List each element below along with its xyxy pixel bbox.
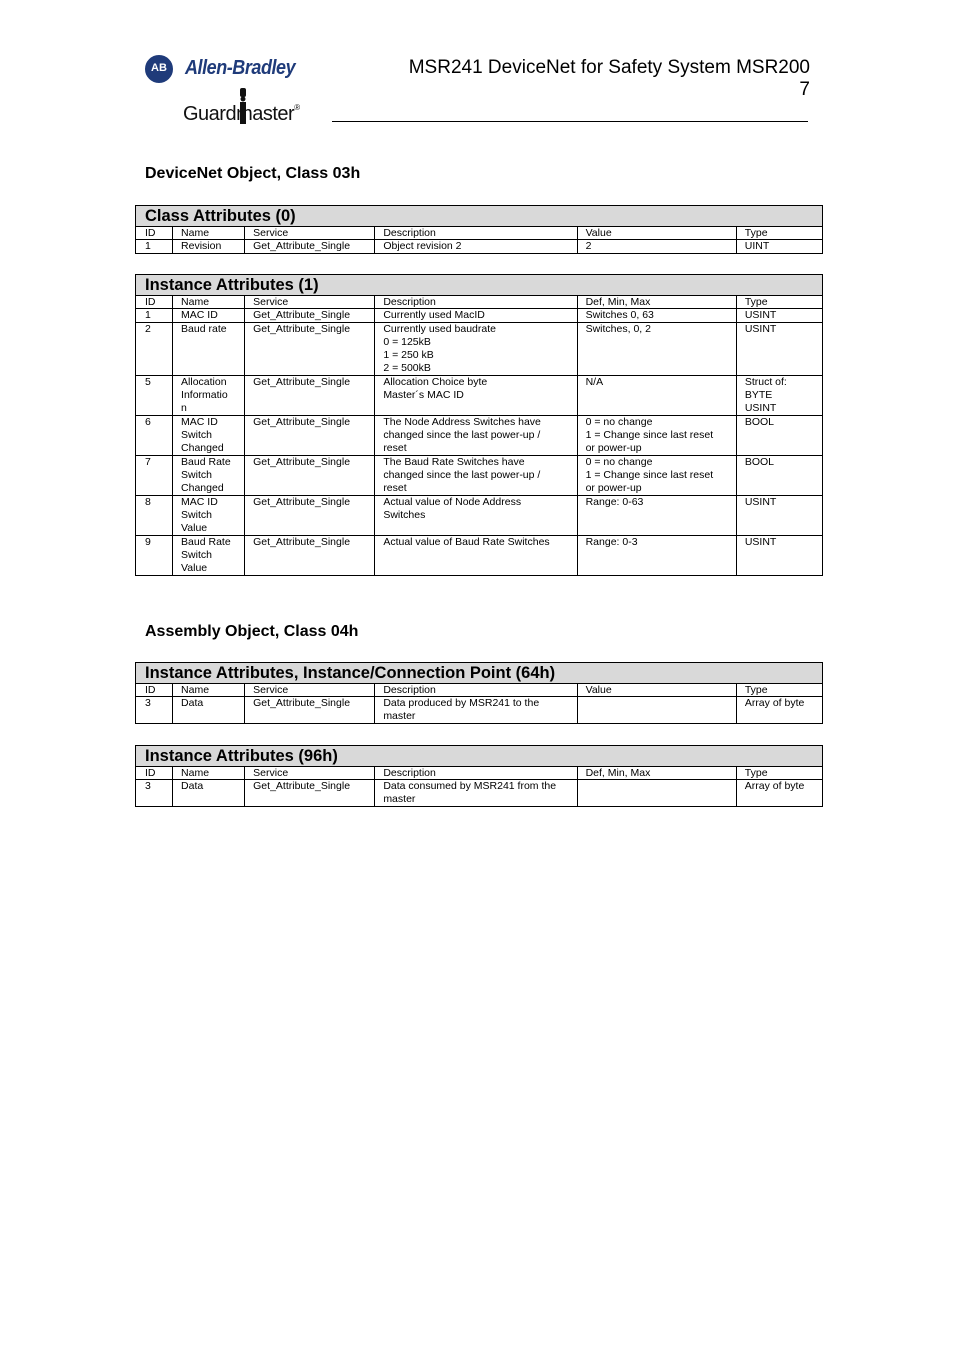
table-row — [136, 780, 823, 807]
column-header: Description — [375, 684, 577, 697]
column-header: ID — [136, 767, 173, 780]
table-cell: Get_Attribute_Single — [245, 240, 375, 254]
table-cell: 5 — [136, 376, 173, 416]
column-header: Type — [736, 296, 822, 309]
table-cell: 2 — [577, 240, 736, 254]
table-cell: Data produced by MSR241 to the master — [375, 697, 577, 724]
table-row — [136, 496, 823, 536]
table-header-row — [136, 684, 823, 697]
table-cell: Baud Rate Switch Changed — [173, 456, 245, 496]
column-header: ID — [136, 296, 173, 309]
table-cell: Currently used baudrate 0 = 125kB 1 = 250 kB 2 = 500kB — [375, 323, 577, 376]
sub-brand-name: Guardmaster® — [183, 103, 300, 125]
table-cell: 0 = no change 1 = Change since last reset or power-up — [577, 456, 736, 496]
table-cell: The Baud Rate Switches have changed since the last power-up / reset — [375, 456, 577, 496]
instance-connection-point-table — [135, 662, 823, 724]
column-header: Description — [375, 767, 577, 780]
column-header: Def, Min, Max — [577, 296, 736, 309]
instance-attributes-table — [135, 274, 823, 576]
table-header-row — [136, 767, 823, 780]
table-cell: The Node Address Switches have changed since the last power-up / reset — [375, 416, 577, 456]
table-caption: Instance Attributes, Instance/Connection Point (64h) — [136, 663, 823, 684]
table-cell: Array of byte — [736, 780, 822, 807]
column-header: Service — [245, 227, 375, 240]
table-cell: BOOL — [736, 456, 822, 496]
table-row — [136, 416, 823, 456]
brand-name: Allen-Bradley — [185, 57, 296, 79]
class-attributes-table — [135, 205, 823, 254]
table-cell: Get_Attribute_Single — [245, 697, 375, 724]
table-cell — [577, 780, 736, 807]
column-header: Type — [736, 227, 822, 240]
table-cell: Get_Attribute_Single — [245, 496, 375, 536]
table-cell: 1 — [136, 309, 173, 323]
table-cell: Switches, 0, 2 — [577, 323, 736, 376]
table-cell: Actual value of Baud Rate Switches — [375, 536, 577, 576]
table-cell: 9 — [136, 536, 173, 576]
column-header: Service — [245, 767, 375, 780]
table-cell: Get_Attribute_Single — [245, 456, 375, 496]
table-cell: Baud Rate Switch Value — [173, 536, 245, 576]
table-row — [136, 376, 823, 416]
table-cell: Array of byte — [736, 697, 822, 724]
table-row — [136, 309, 823, 323]
table-cell: Get_Attribute_Single — [245, 416, 375, 456]
table-cell: Allocation Informatio n — [173, 376, 245, 416]
column-header: Description — [375, 296, 577, 309]
table-cell: 1 — [136, 240, 173, 254]
table-cell: Currently used MacID — [375, 309, 577, 323]
table-cell: Get_Attribute_Single — [245, 780, 375, 807]
table-cell: Get_Attribute_Single — [245, 323, 375, 376]
table-cell: 3 — [136, 780, 173, 807]
table-cell: UINT — [736, 240, 822, 254]
section-title-assembly: Assembly Object, Class 04h — [145, 623, 359, 640]
table-cell: USINT — [736, 323, 822, 376]
table-row — [136, 323, 823, 376]
company-logo — [145, 55, 315, 130]
table-cell: 8 — [136, 496, 173, 536]
column-header: Name — [173, 296, 245, 309]
table-cell: Revision — [173, 240, 245, 254]
instance-attributes-96h-table — [135, 745, 823, 807]
table-cell: 2 — [136, 323, 173, 376]
column-header: ID — [136, 684, 173, 697]
table-row — [136, 240, 823, 254]
page-number: 7 — [799, 79, 810, 100]
table-cell: Range: 0-3 — [577, 536, 736, 576]
table-header-row — [136, 296, 823, 309]
table-cell: Allocation Choice byte Master´s MAC ID — [375, 376, 577, 416]
column-header: Name — [173, 227, 245, 240]
column-header: Type — [736, 684, 822, 697]
table-cell: MAC ID — [173, 309, 245, 323]
table-caption: Class Attributes (0) — [136, 206, 823, 227]
column-header: ID — [136, 227, 173, 240]
table-row — [136, 536, 823, 576]
table-cell: Struct of: BYTE USINT — [736, 376, 822, 416]
column-header: Name — [173, 684, 245, 697]
column-header: Description — [375, 227, 577, 240]
column-header: Type — [736, 767, 822, 780]
table-cell: BOOL — [736, 416, 822, 456]
column-header: Name — [173, 767, 245, 780]
table-cell: Baud rate — [173, 323, 245, 376]
table-cell: 0 = no change 1 = Change since last reset or power-up — [577, 416, 736, 456]
table-cell: N/A — [577, 376, 736, 416]
column-header: Service — [245, 296, 375, 309]
table-cell: Get_Attribute_Single — [245, 309, 375, 323]
table-row — [136, 456, 823, 496]
table-cell: Object revision 2 — [375, 240, 577, 254]
table-cell: USINT — [736, 496, 822, 536]
table-cell — [577, 697, 736, 724]
column-header: Service — [245, 684, 375, 697]
allen-bradley-badge-icon: AB — [145, 55, 173, 83]
section-title-devicenet: DeviceNet Object, Class 03h — [145, 165, 361, 182]
table-cell: MAC ID Switch Changed — [173, 416, 245, 456]
table-cell: Data — [173, 780, 245, 807]
table-cell: MAC ID Switch Value — [173, 496, 245, 536]
table-cell: Actual value of Node Address Switches — [375, 496, 577, 536]
document-title: MSR241 DeviceNet for Safety System MSR200 — [408, 57, 810, 78]
table-cell: 7 — [136, 456, 173, 496]
table-caption: Instance Attributes (96h) — [136, 746, 823, 767]
table-cell: 6 — [136, 416, 173, 456]
table-cell: Get_Attribute_Single — [245, 536, 375, 576]
table-caption: Instance Attributes (1) — [136, 275, 823, 296]
column-header: Value — [577, 684, 736, 697]
table-cell: Range: 0-63 — [577, 496, 736, 536]
table-header-row — [136, 227, 823, 240]
column-header: Value — [577, 227, 736, 240]
table-cell: USINT — [736, 309, 822, 323]
table-row — [136, 697, 823, 724]
column-header: Def, Min, Max — [577, 767, 736, 780]
table-cell: Switches 0, 63 — [577, 309, 736, 323]
table-cell: 3 — [136, 697, 173, 724]
table-cell: Data — [173, 697, 245, 724]
table-cell: Get_Attribute_Single — [245, 376, 375, 416]
header-rule — [332, 121, 808, 122]
table-cell: Data consumed by MSR241 from the master — [375, 780, 577, 807]
table-cell: USINT — [736, 536, 822, 576]
